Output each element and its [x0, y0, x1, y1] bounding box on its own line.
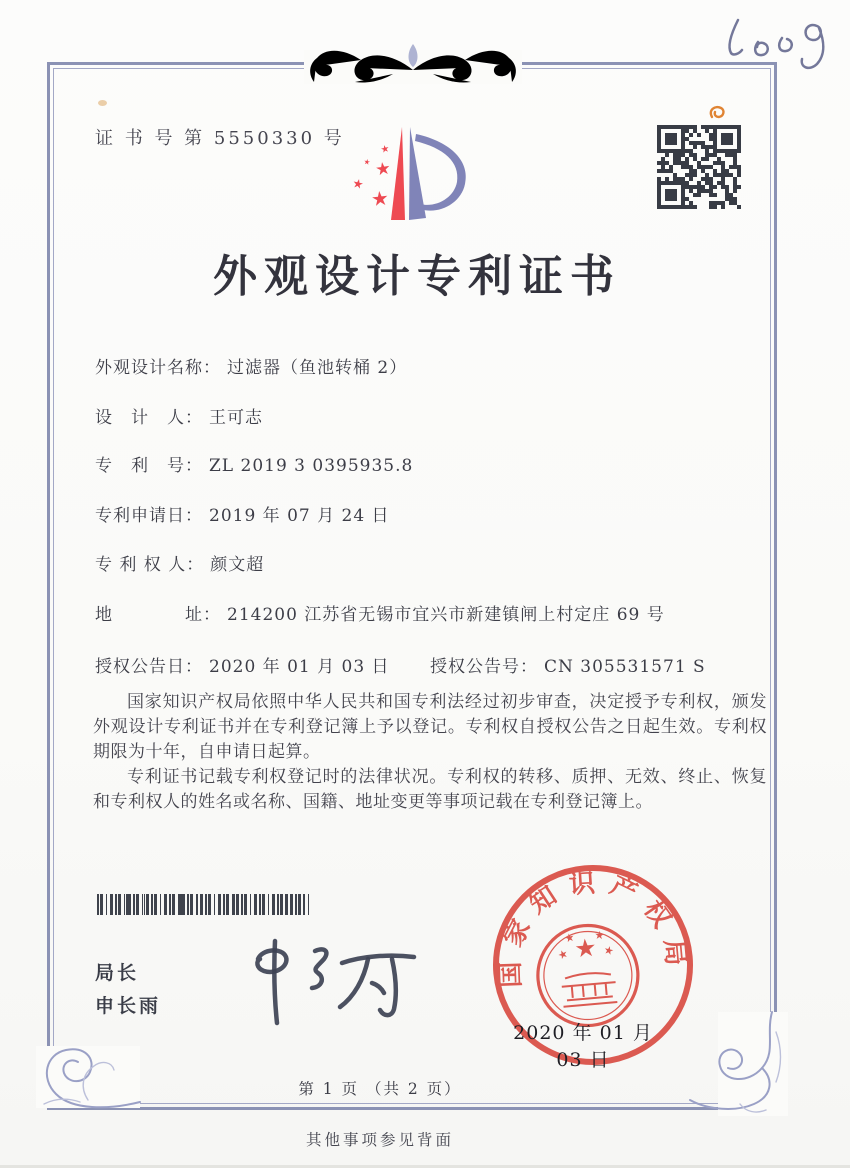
- field-value: 214200 江苏省无锡市宜兴市新建镇闸上村定庄 69 号: [227, 605, 665, 625]
- field-label: 专 利 号：: [95, 456, 203, 476]
- field-patent-number: [95, 451, 413, 476]
- field-label: 设 计 人：: [95, 408, 203, 428]
- signer-name: 申长雨: [95, 995, 162, 1017]
- top-flourish-ornament: [288, 36, 538, 90]
- barcode: [97, 894, 309, 915]
- orange-ink-fleck: [706, 104, 728, 122]
- seal-text: 国家知识产权局: [495, 867, 692, 989]
- seal-national-emblem: [556, 929, 615, 960]
- legal-paragraph-2: 专利证书记载专利权登记时的法律状况。专利权的转移、质押、无效、终止、恢复和专利权人的姓名或名称、国籍、地址变更等事项记载在专利登记簿上。: [93, 767, 767, 812]
- field-value: ZL 2019 3 0395935.8: [209, 456, 414, 476]
- page-indicator: 第 1 页 （共 2 页）: [298, 1080, 462, 1098]
- field-address: [95, 600, 665, 625]
- field-value: 2020 年 01 月 03 日: [209, 657, 390, 677]
- field-value: 王可志: [209, 408, 263, 428]
- legal-text: [93, 690, 767, 815]
- bottom-right-flourish-ornament: [680, 1008, 792, 1126]
- field-label: 地 址：: [95, 605, 221, 625]
- legal-paragraph-1: 国家知识产权局依照中华人民共和国专利法经过初步审查，决定授予专利权，颁发外观设计专利证书并在专利登记簿上予以登记。专利权自授权公告之日起生效。专利权期限为十年，自申请日起算。: [93, 692, 767, 762]
- field-label: 专利申请日：: [95, 506, 203, 526]
- handwritten-note: [722, 12, 848, 70]
- field-grant-date: [95, 652, 390, 677]
- field-label: 外观设计名称：: [95, 358, 221, 378]
- field-filing-date: [95, 501, 390, 526]
- certificate-number: 证 书 号 第 5550330 号: [95, 128, 345, 149]
- director-signature: [220, 933, 425, 1028]
- field-designer: [95, 403, 263, 428]
- back-side-note: 其他事项参见背面: [305, 1131, 454, 1149]
- certificate-title: 外观设计专利证书: [213, 251, 621, 302]
- field-grant-number: [430, 652, 706, 677]
- paper-speck: [98, 100, 107, 106]
- field-label: 授权公告日：: [95, 657, 203, 677]
- bottom-left-flourish-ornament: [28, 1040, 148, 1116]
- field-value: 颜文超: [210, 555, 265, 575]
- field-patentee: [95, 550, 264, 575]
- qr-code: [657, 125, 741, 209]
- field-label: 授权公告号：: [430, 657, 538, 677]
- field-label: 专 利 权 人：: [95, 555, 205, 575]
- field-design-name: [95, 353, 407, 378]
- field-value: 2019 年 07 月 24 日: [209, 506, 390, 526]
- seal-date: 2020 年 01 月 03 日: [513, 1022, 653, 1071]
- field-value: 过滤器（鱼池转桶 2）: [227, 358, 408, 378]
- field-value: CN 305531571 S: [544, 657, 706, 677]
- signer-title: 局长: [95, 962, 140, 984]
- cnipa-logo: [330, 100, 480, 230]
